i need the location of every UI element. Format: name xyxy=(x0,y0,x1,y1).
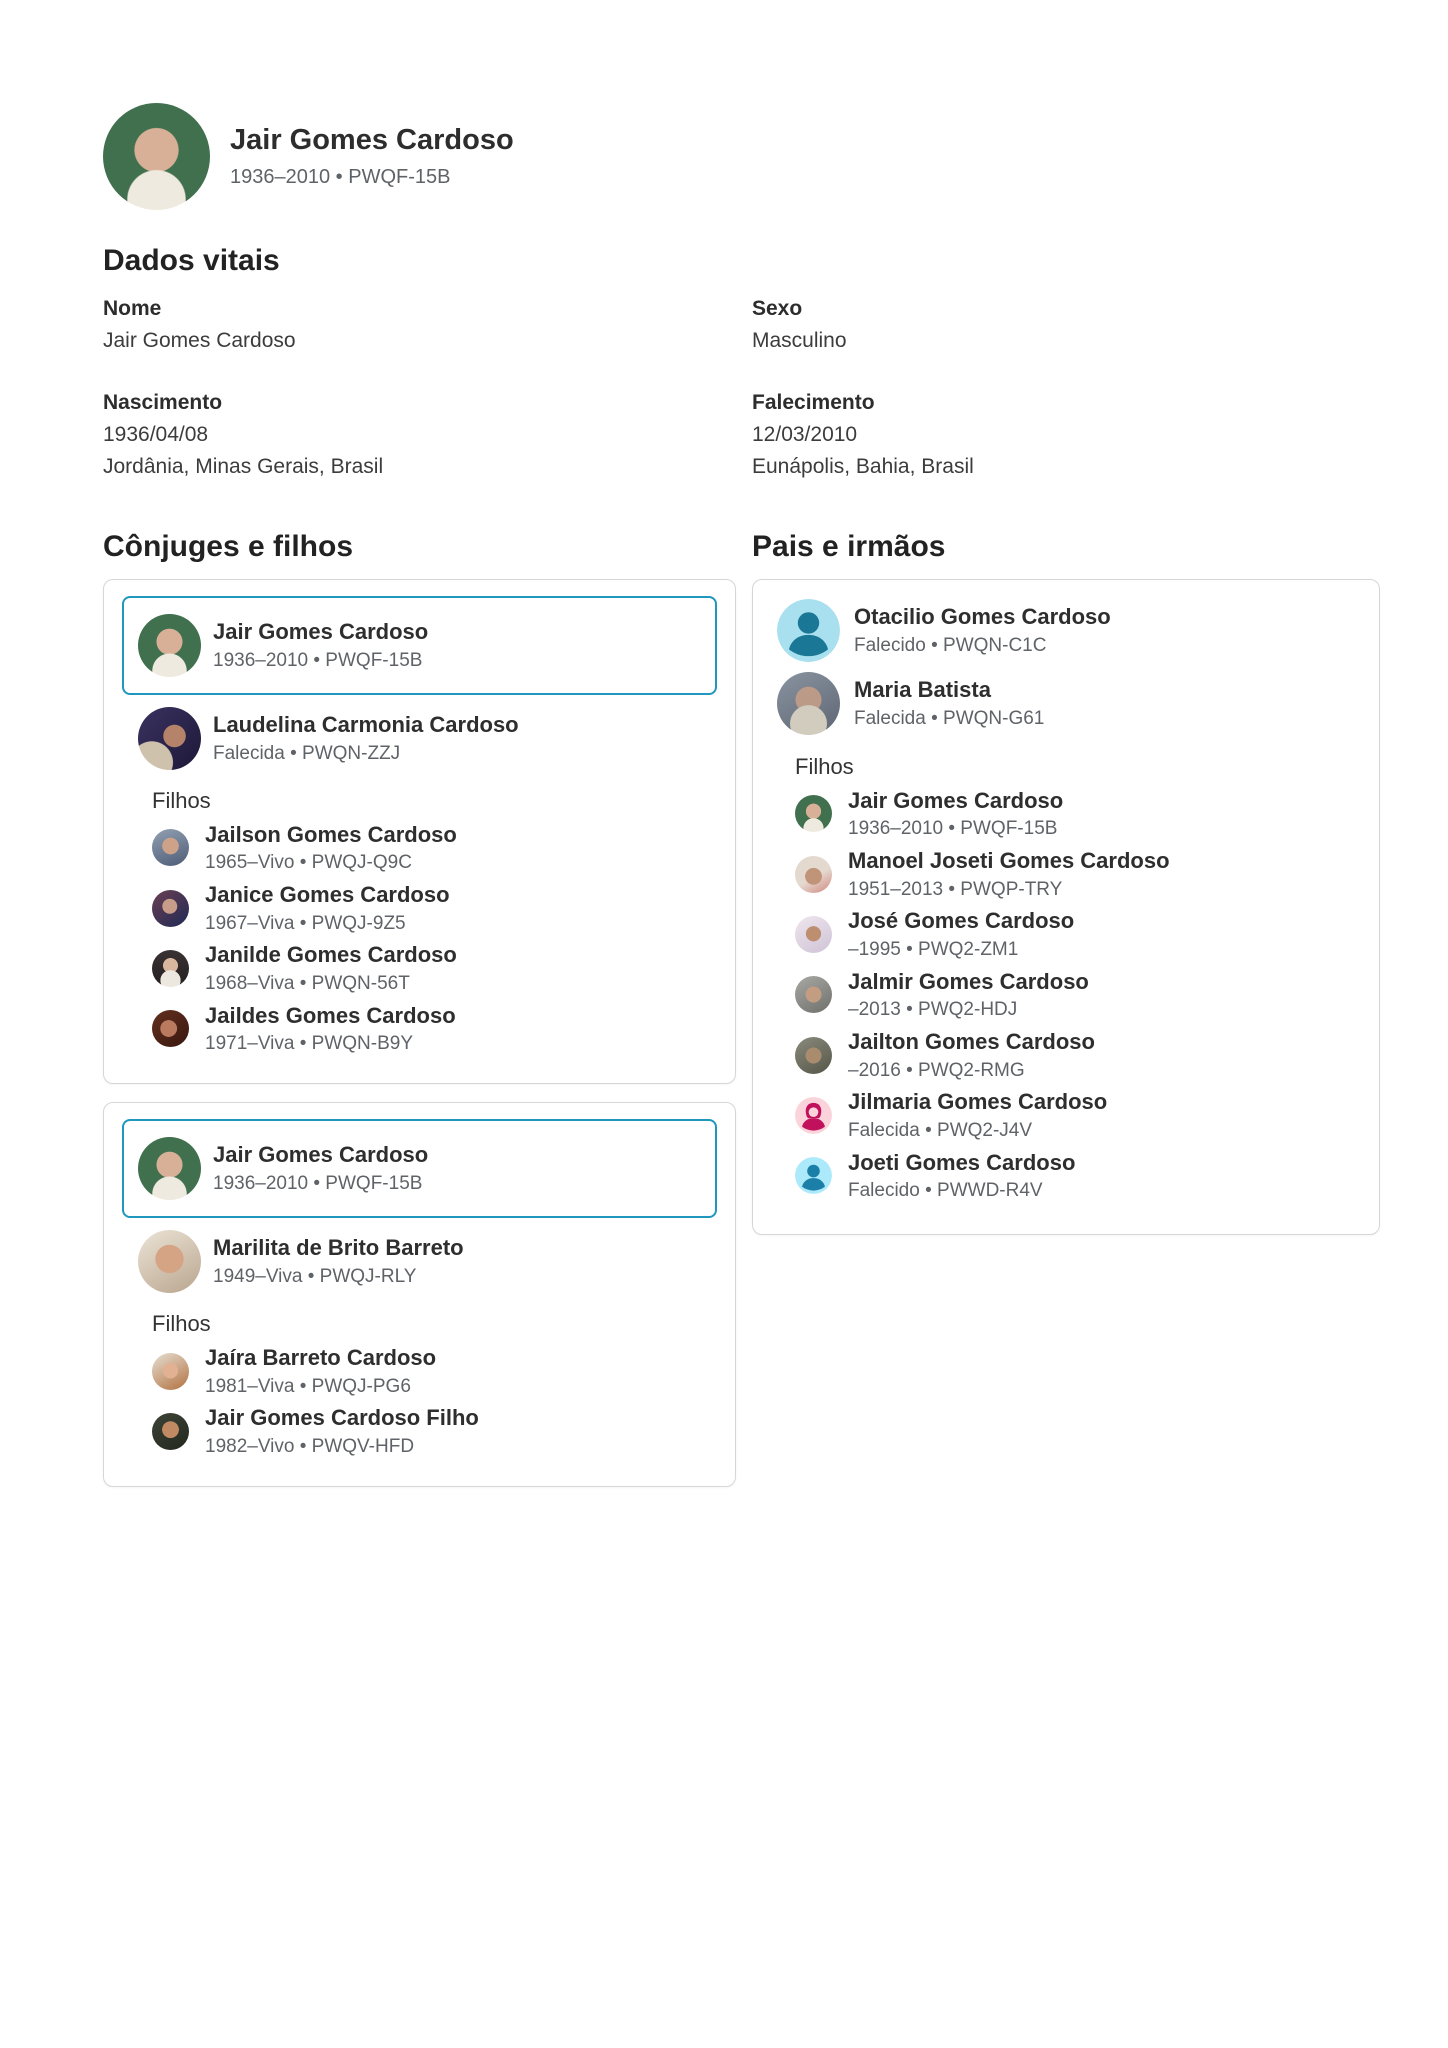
person-row[interactable] xyxy=(152,878,717,938)
person-name: Jair Gomes Cardoso xyxy=(213,618,429,644)
family-card xyxy=(103,1102,736,1487)
person-name: Jailson Gomes Cardoso xyxy=(205,821,457,847)
name-value: Jair Gomes Cardoso xyxy=(103,328,296,352)
parents-card xyxy=(752,579,1380,1235)
death-date: 12/03/2010 xyxy=(752,422,858,446)
person-header-text xyxy=(230,124,514,188)
person-row[interactable] xyxy=(152,999,717,1059)
children-label: Filhos xyxy=(795,753,854,779)
person-lifespan-id: 1936–2010 • PWQF-15B xyxy=(230,165,451,188)
name-label: Nome xyxy=(103,297,162,320)
person-name: Janice Gomes Cardoso xyxy=(205,881,450,907)
person-row[interactable] xyxy=(795,844,1357,904)
person-row[interactable] xyxy=(138,1133,701,1204)
person-lifespan-id: Falecido • PWWD-R4V xyxy=(848,1180,1043,1202)
person-lifespan-id: 1965–Vivo • PWQJ-Q9C xyxy=(205,852,412,874)
avatar xyxy=(152,890,189,927)
person-name: Marilita de Brito Barreto xyxy=(213,1235,464,1261)
person-lifespan-id: –2013 • PWQ2-HDJ xyxy=(848,999,1018,1021)
avatar xyxy=(138,1230,201,1293)
parents-section-title: Pais e irmãos xyxy=(752,529,946,563)
sex-label: Sexo xyxy=(752,297,803,320)
avatar xyxy=(795,976,832,1013)
generic-male-avatar-icon xyxy=(777,599,840,662)
person-lifespan-id: 1981–Viva • PWQJ-PG6 xyxy=(205,1375,411,1397)
avatar xyxy=(795,916,832,953)
death-place: Eunápolis, Bahia, Brasil xyxy=(752,455,974,479)
person-row[interactable] xyxy=(795,1146,1357,1206)
birth-date: 1936/04/08 xyxy=(103,422,209,446)
vitals-title: Dados vitais xyxy=(103,244,280,277)
person-name: Jair Gomes Cardoso xyxy=(848,787,1064,813)
family-card xyxy=(103,579,736,1084)
avatar xyxy=(152,1353,189,1390)
person-row[interactable] xyxy=(152,1341,717,1401)
person-name: Otacilio Gomes Cardoso xyxy=(854,603,1111,629)
person-name: Jaíra Barreto Cardoso xyxy=(205,1344,437,1370)
person-name: Jaildes Gomes Cardoso xyxy=(205,1002,456,1028)
person-name: Joeti Gomes Cardoso xyxy=(848,1149,1076,1175)
vitals-section xyxy=(103,244,1388,484)
vitals-birth-field xyxy=(103,387,752,484)
vitals-grid xyxy=(103,293,1388,484)
spouses-column xyxy=(103,530,752,1505)
person-row[interactable] xyxy=(138,703,717,774)
family-columns xyxy=(103,530,1388,1505)
person-row[interactable] xyxy=(152,1401,717,1461)
avatar xyxy=(795,1097,832,1134)
person-lifespan-id: 1982–Vivo • PWQV-HFD xyxy=(205,1435,415,1457)
avatar xyxy=(777,599,840,662)
person-name: Jair Gomes Cardoso xyxy=(213,1142,429,1168)
death-label: Falecimento xyxy=(752,391,875,415)
person-name: Jalmir Gomes Cardoso xyxy=(848,968,1089,994)
avatar xyxy=(138,1137,201,1200)
person-lifespan-id: 1936–2010 • PWQF-15B xyxy=(213,649,423,671)
person-name: Maria Batista xyxy=(854,676,991,702)
person-lifespan-id: Falecida • PWQN-ZZJ xyxy=(213,742,401,764)
person-name: Jailton Gomes Cardoso xyxy=(848,1028,1095,1054)
person-name: Manoel Joseti Gomes Cardoso xyxy=(848,847,1170,873)
person-lifespan-id: 1968–Viva • PWQN-56T xyxy=(205,972,410,994)
avatar xyxy=(138,707,201,770)
person-lifespan-id: Falecida • PWQ2-J4V xyxy=(848,1119,1033,1141)
parents-column xyxy=(752,530,1388,1235)
birth-place: Jordânia, Minas Gerais, Brasil xyxy=(103,455,384,479)
generic-female-avatar-icon xyxy=(795,1097,832,1134)
person-name: Laudelina Carmonia Cardoso xyxy=(213,711,519,737)
person-name: Jair Gomes Cardoso Filho xyxy=(205,1405,479,1431)
person-lifespan-id: 1949–Viva • PWQJ-RLY xyxy=(213,1265,417,1287)
avatar xyxy=(152,1010,189,1047)
avatar xyxy=(152,950,189,987)
person-row[interactable] xyxy=(152,938,717,998)
selected-person-box[interactable] xyxy=(122,596,717,695)
person-row[interactable] xyxy=(777,594,1357,667)
page-title: Jair Gomes Cardoso xyxy=(230,124,514,157)
person-lifespan-id: 1936–2010 • PWQF-15B xyxy=(848,818,1058,840)
spouses-section-title: Cônjuges e filhos xyxy=(103,529,354,563)
person-lifespan-id: 1971–Viva • PWQN-B9Y xyxy=(205,1033,414,1055)
person-name: José Gomes Cardoso xyxy=(848,908,1075,934)
person-header xyxy=(103,103,1388,210)
person-lifespan-id: Falecido • PWQN-C1C xyxy=(854,634,1047,656)
birth-label: Nascimento xyxy=(103,391,223,415)
avatar xyxy=(795,1157,832,1194)
avatar xyxy=(795,795,832,832)
person-row[interactable] xyxy=(138,610,701,681)
person-row[interactable] xyxy=(795,904,1357,964)
person-photo-avatar xyxy=(103,103,210,210)
person-lifespan-id: –2016 • PWQ2-RMG xyxy=(848,1059,1025,1081)
avatar xyxy=(152,829,189,866)
generic-male-avatar-icon xyxy=(795,1157,832,1194)
person-row[interactable] xyxy=(795,965,1357,1025)
person-name: Jilmaria Gomes Cardoso xyxy=(848,1089,1108,1115)
children-label: Filhos xyxy=(152,1310,211,1336)
avatar xyxy=(138,614,201,677)
person-row[interactable] xyxy=(795,784,1357,844)
avatar xyxy=(152,1413,189,1450)
children-label: Filhos xyxy=(152,787,211,813)
vitals-death-field xyxy=(752,387,1388,484)
person-lifespan-id: 1967–Viva • PWQJ-9Z5 xyxy=(205,912,406,934)
person-row[interactable] xyxy=(795,1085,1357,1145)
avatar xyxy=(777,672,840,735)
avatar xyxy=(795,1037,832,1074)
person-lifespan-id: 1951–2013 • PWQP-TRY xyxy=(848,878,1063,900)
person-row[interactable] xyxy=(777,667,1357,740)
person-row[interactable] xyxy=(138,1226,717,1297)
person-lifespan-id: 1936–2010 • PWQF-15B xyxy=(213,1172,423,1194)
person-lifespan-id: Falecida • PWQN-G61 xyxy=(854,707,1045,729)
vitals-sex-field xyxy=(752,293,1388,357)
person-name: Janilde Gomes Cardoso xyxy=(205,942,457,968)
person-lifespan-id: –1995 • PWQ2-ZM1 xyxy=(848,938,1019,960)
avatar xyxy=(795,856,832,893)
selected-person-box[interactable] xyxy=(122,1119,717,1218)
sex-value: Masculino xyxy=(752,328,847,352)
person-row[interactable] xyxy=(795,1025,1357,1085)
vitals-name-field xyxy=(103,293,752,357)
person-row[interactable] xyxy=(152,818,717,878)
